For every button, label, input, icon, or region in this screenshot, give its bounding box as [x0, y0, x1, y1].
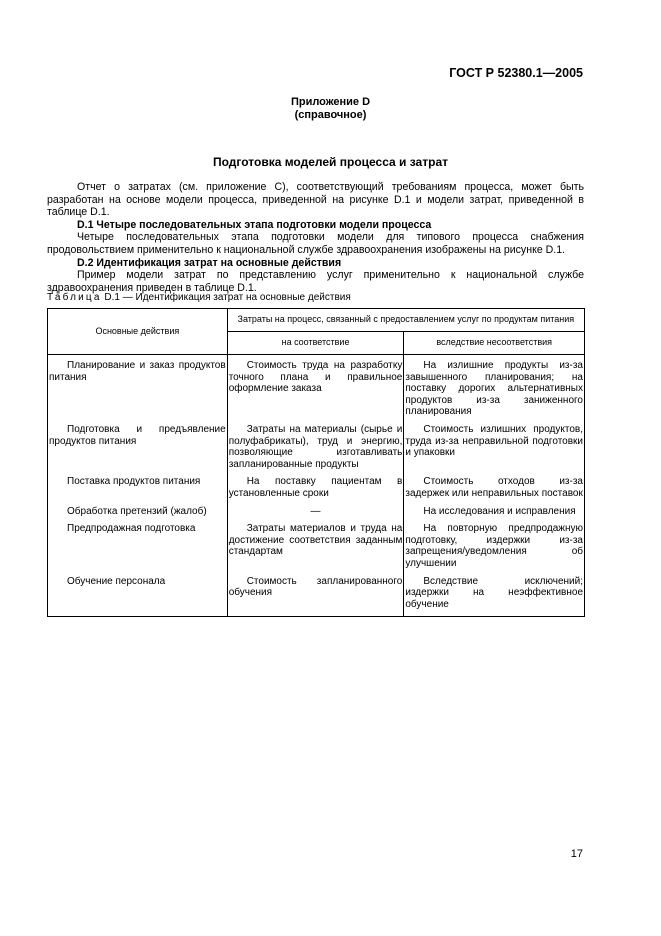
page-number: 17: [570, 848, 583, 860]
paragraph: Четыре последовательных этапа подготовки модели для типового процесса снабжения продовольствием применительно к национальной службе здравоохранения изображены на рисунке D.1.: [47, 231, 584, 256]
cell-nonconform: Вследствие исключений; издержки на неэффективное обучение: [404, 576, 585, 617]
cell-action: Обучение персонала: [48, 576, 228, 617]
table-row: [48, 576, 585, 617]
cell-nonconform: На повторную предпродажную подготовку, издержки из-за запрещения/уведомления об улучшении: [404, 523, 585, 575]
header-main-actions: Основные действия: [48, 309, 228, 355]
cell-conform: Затраты материалов и труда на достижение соответствия заданным стандартам: [227, 523, 404, 575]
cell-nonconform: Стоимость отходов из-за задержек или неправильных поставок: [404, 476, 585, 505]
table-caption-text: D.1 — Идентификация затрат на основные действия: [104, 292, 351, 303]
cost-table: [47, 308, 585, 617]
table-caption-label: Таблица: [47, 292, 102, 303]
cell-action: Планирование и заказ продуктов питания: [48, 355, 228, 424]
cell-action: Поставка продуктов питания: [48, 476, 228, 505]
paragraph: Отчет о затратах (см. приложение С), соответствующий требованиям процесса, может быть разработан на основе модели процесса, приведенной на рисунке D.1 и модели затрат, приведенной в таблице D.1.: [47, 181, 584, 219]
subsection-heading: D.1 Четыре последовательных этапа подготовки модели процесса: [77, 218, 432, 231]
cell-conform: На поставку пациентам в установленные сроки: [227, 476, 404, 505]
header-nonconformance: вследствие несоответствия: [404, 332, 585, 355]
table-row: [48, 523, 585, 575]
appendix-title: Приложение D: [290, 96, 371, 108]
cell-conform: Стоимость труда на разработку точного плана и правильное оформление заказа: [227, 355, 404, 424]
cell-nonconform: На излишние продукты из-за завышенного планирования; на поставку дорогих альтернативных продуктов из-за заниженного планирования: [404, 355, 585, 424]
cell-action: Предпродажная подготовка: [48, 523, 228, 575]
subsection-heading: D.2 Идентификация затрат на основные действия: [77, 256, 342, 269]
table-row: [48, 424, 585, 476]
cell-conform: Стоимость запланированного обучения: [227, 576, 404, 617]
body-text: [47, 181, 584, 294]
table-caption: [47, 292, 351, 303]
paragraph: Пример модели затрат по представлению услуг применительно к национальной службе здравоохранения приведен в таблице D.1.: [47, 269, 584, 294]
table-row: [48, 506, 585, 524]
header-process-costs: Затраты на процесс, связанный с предоставлением услуг по продуктам питания: [227, 309, 584, 332]
table-row: [48, 476, 585, 505]
appendix-subtitle: (справочное): [294, 109, 367, 121]
cell-action: Подготовка и предъявление продуктов питания: [48, 424, 228, 476]
header-conformance: на соответствие: [227, 332, 404, 355]
table-row: [48, 355, 585, 424]
section-title: Подготовка моделей процесса и затрат: [212, 155, 448, 169]
cell-conform: Затраты на материалы (сырье и полуфабрикаты), труд и энергию, позволяющие изготавливать запланированные продукты: [227, 424, 404, 476]
cell-action: Обработка претензий (жалоб): [48, 506, 228, 524]
appendix-heading: [0, 96, 661, 122]
cell-nonconform: На исследования и исправления: [404, 506, 585, 524]
document-id: ГОСТ Р 52380.1—2005: [449, 66, 583, 80]
cell-nonconform: Стоимость излишних продуктов, труда из-за неправильной подготовки и упаковки: [404, 424, 585, 476]
cell-conform: —: [227, 506, 404, 524]
